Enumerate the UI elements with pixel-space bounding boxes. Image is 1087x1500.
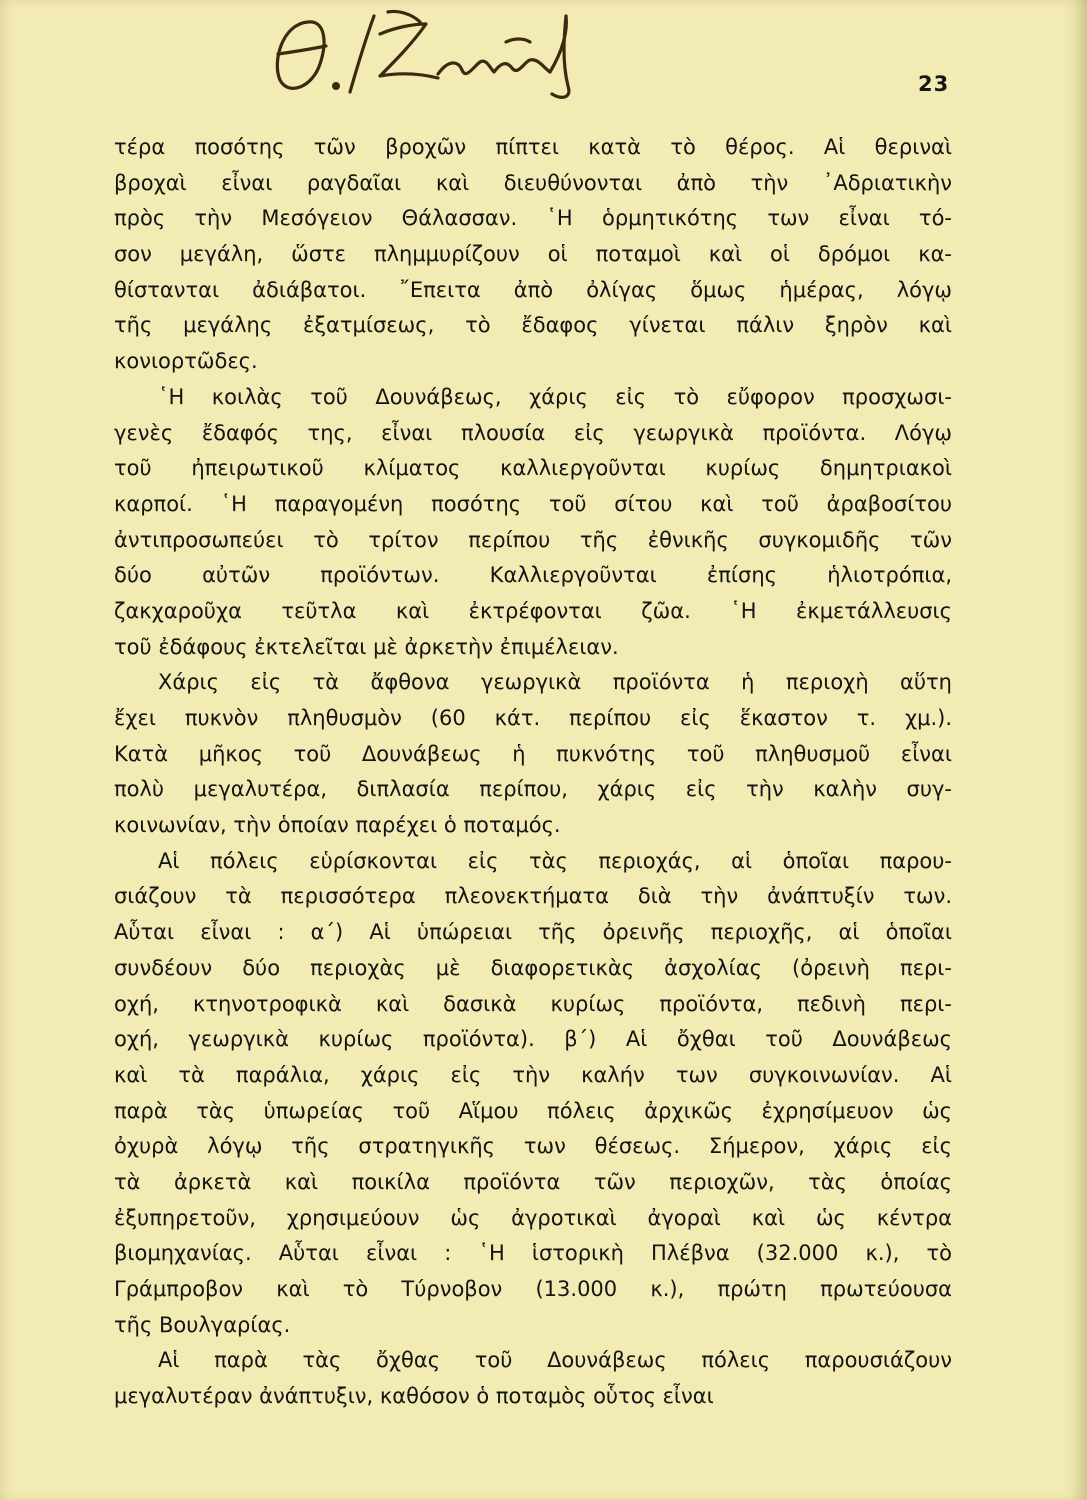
text-line: τὰ ἀρκετὰ καὶ ποικίλα προϊόντα τῶν περιοχῶν, τὰς ὁποίας [114,1169,952,1194]
text-line: Χάρις εἰς τὰ ἄφθονα γεωργικὰ προϊόντα ἡ περιοχὴ αὕτη [158,670,952,695]
text-line: καρποί. ῾Η παραγομένη ποσότης τοῦ σίτου καὶ τοῦ ἀραβοσίτου [114,491,952,516]
text-line: Αἱ παρὰ τὰς ὄχθας τοῦ Δουνάβεως πόλεις παρουσιάζουν [158,1348,952,1373]
text-line: παρὰ τὰς ὑπωρείας τοῦ Αἵμου πόλεις ἀρχικῶς ἐχρησίμευον ὡς [114,1098,952,1123]
text-line: γενὲς ἔδαφός της, εἶναι πλουσία εἰς γεωργικὰ προϊόντα. Λόγῳ [114,420,952,445]
text-line: καὶ τὰ παράλια, χάρις εἰς τὴν καλήν των συγκοινωνίαν. Αἱ [114,1062,952,1087]
text-line: τοῦ ἠπειρωτικοῦ κλίματος καλλιεργοῦνται κυρίως δημητριακοὶ [114,456,952,481]
body-text [114,130,952,1415]
text-line: δύο αὐτῶν προϊόντων. Καλλιεργοῦνται ἐπίσης ἡλιοτρόπια, [114,563,952,588]
text-line: πολὺ μεγαλυτέρα, διπλασία περίπου, χάρις εἰς τὴν καλὴν συγ- [114,777,952,802]
text-line: Γράμπροβον καὶ τὸ Τύρνοβον (13.000 κ.), πρώτη πρωτεύουσα [114,1277,952,1301]
text-line: Αἱ πόλεις εὑρίσκονται εἰς τὰς περιοχάς, αἱ ὁποῖαι παρου- [158,848,952,873]
text-line: ἐξυπηρετοῦν, χρησιμεύουν ὡς ἀγροτικαὶ ἀγοραὶ καὶ ὡς κέντρα [114,1205,952,1230]
text-line: τῆς Βουλγαρίας. [114,1312,291,1337]
text-line: θίστανται ἀδιάβατοι. ῎Επειτα ἀπὸ ὀλίγας ὅμως ἡμέρας, λόγῳ [114,277,952,302]
text-line: βροχαὶ εἶναι ραγδαῖαι καὶ διευθύνονται ἀπὸ τὴν ᾽Αδριατικὴν [114,170,952,195]
text-line: τῆς μεγάλης ἐξατμίσεως, τὸ ἔδαφος γίνεται πάλιν ξηρὸν καὶ [114,313,952,338]
text-line: σον μεγάλη, ὥστε πλημμυρίζουν οἱ ποταμοὶ καὶ οἱ δρόμοι κα- [114,242,952,267]
text-line: τέρα ποσότης τῶν βροχῶν πίπτει κατὰ τὸ θέρος. Αἱ θεριναὶ [114,135,952,159]
text-line: τοῦ ἐδάφους ἐκτελεῖται μὲ ἀρκετὴν ἐπιμέλειαν. [114,634,619,659]
text-line: οχή, γεωργικὰ κυρίως προϊόντα). β΄) Αἱ ὄχθαι τοῦ Δουνάβεως [114,1027,952,1052]
text-line: ὀχυρὰ λόγῳ τῆς στρατηγικῆς των θέσεως. Σήμερον, χάρις εἰς [114,1134,952,1159]
text-line: ἔχει πυκνὸν πληθυσμὸν (60 κάτ. περίπου εἰς ἕκαστον τ. χμ.). [114,706,952,730]
text-line: κοινωνίαν, τὴν ὁποίαν παρέχει ὁ ποταμός. [114,813,561,838]
signature-text: Θ. Καμπάς [262,2,267,3]
page-number: 23 [918,72,950,96]
text-line: μεγαλυτέραν ἀνάπτυξιν, καθόσον ὁ ποταμὸς οὗτος εἶναι [114,1384,714,1409]
text-line: πρὸς τὴν Μεσόγειον Θάλασσαν. ῾Η ὁρμητικότης των εἶναι τό- [114,206,952,231]
text-line: ζακχαροῦχα τεῦτλα καὶ ἐκτρέφονται ζῶα. ῾Η ἐκμετάλλευσις [114,598,952,623]
text-line: βιομηχανίας. Αὗται εἶναι : ῾Η ἱστορικὴ Πλέβνα (32.000 κ.), τὸ [114,1241,952,1266]
handwritten-signature [262,2,602,102]
text-line: οχή, κτηνοτροφικὰ καὶ δασικὰ κυρίως προϊόντα, πεδινὴ περι- [114,991,952,1016]
text-line: σιάζουν τὰ περισσότερα πλεονεκτήματα διὰ τὴν ἀνάπτυξίν των. [114,884,952,909]
text-line: ῾Η κοιλὰς τοῦ Δουνάβεως, χάρις εἰς τὸ εὔφορον προσχωσι- [158,384,952,409]
text-line: συνδέουν δύο περιοχὰς μὲ διαφορετικὰς ἀσχολίας (ὀρεινὴ περι- [114,955,952,980]
text-line: κονιορτῶδες. [114,349,258,374]
text-line: Αὗται εἶναι : α΄) Αἱ ὑπώρειαι τῆς ὀρεινῆς περιοχῆς, αἱ ὁποῖαι [114,920,952,945]
text-line: Κατὰ μῆκος τοῦ Δουνάβεως ἡ πυκνότης τοῦ πληθυσμοῦ εἶναι [114,741,952,766]
text-line: ἀντιπροσωπεύει τὸ τρίτον περίπου τῆς ἐθνικῆς συγκομιδῆς τῶν [114,527,952,552]
